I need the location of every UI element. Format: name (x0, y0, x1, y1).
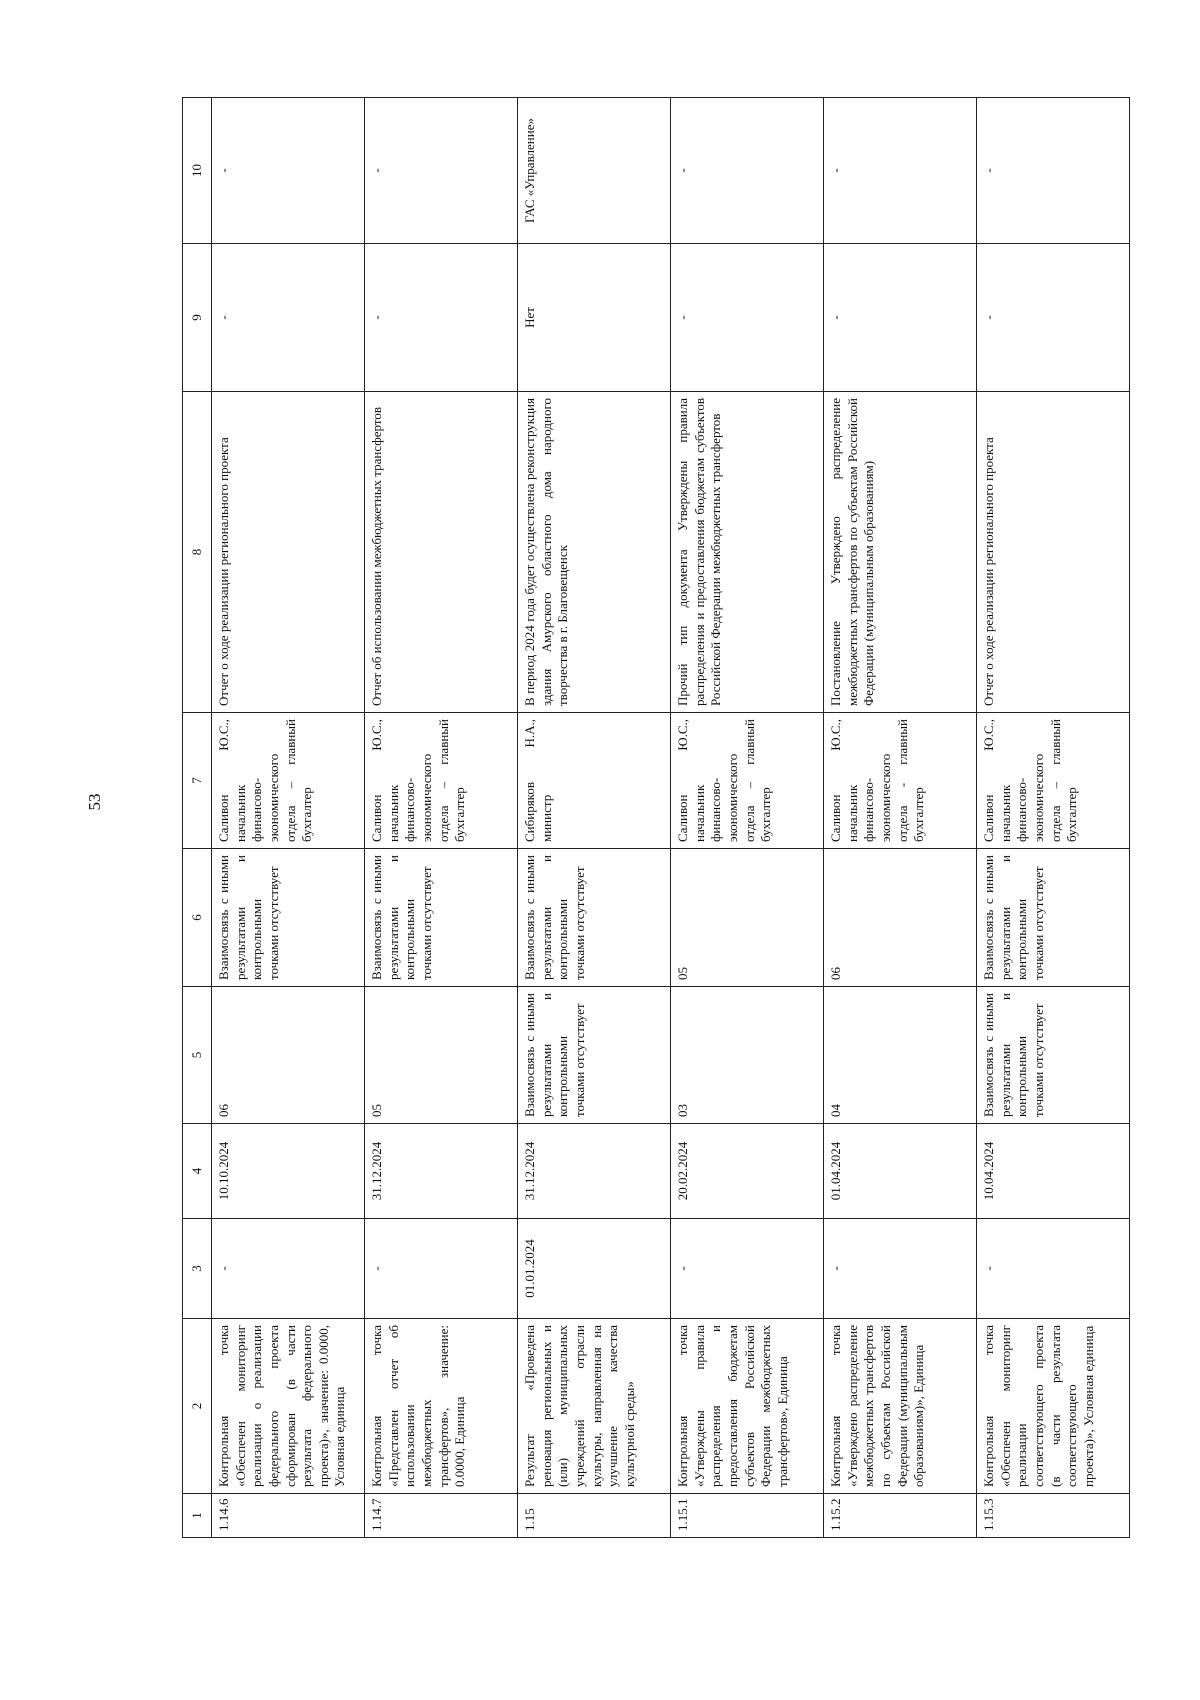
predecessor-cell: 03 (671, 987, 824, 1124)
column-9-cell: - (824, 244, 977, 392)
successor-cell: Взаимосвязь с иными результатами и контрольными точками отсутствует (365, 849, 518, 987)
result-name-cell: Контрольная точка «Представлен отчет об использовании межбюджетных трансфертов», значение: 0.0000, Единица (365, 1319, 518, 1494)
table-row (518, 98, 671, 1538)
column-number-row (183, 98, 212, 1538)
column-number: 10 (183, 98, 212, 244)
start-date-cell: 01.01.2024 (518, 1219, 671, 1319)
result-name-cell: Результат «Проведена реновация региональных и (или) муниципальных учреждений отрасли культуры, направленная на улучшение качества культурной среды» (518, 1319, 671, 1494)
end-date-cell: 01.04.2024 (824, 1124, 977, 1219)
document-cell: Отчет о ходе реализации регионального проекта (212, 392, 365, 713)
document-cell: Отчет об использовании межбюджетных трансфертов (365, 392, 518, 713)
column-number: 7 (183, 713, 212, 849)
table-row (671, 98, 824, 1538)
start-date-cell: - (977, 1219, 1130, 1319)
column-number: 2 (183, 1319, 212, 1494)
start-date-cell: - (212, 1219, 365, 1319)
row-number: 1.14.6 (212, 1494, 365, 1538)
page-number: 53 (85, 793, 104, 811)
information-system-cell: - (365, 98, 518, 244)
predecessor-cell: Взаимосвязь с иными результатами и контрольными точками отсутствует (977, 987, 1130, 1124)
column-9-cell: - (977, 244, 1130, 392)
predecessor-cell: 05 (365, 987, 518, 1124)
end-date-cell: 20.02.2024 (671, 1124, 824, 1219)
responsible-cell: Саливон Ю.С., начальник финансово-экономического отдела – главный бухгалтер (212, 713, 365, 849)
end-date-cell: 10.10.2024 (212, 1124, 365, 1219)
column-number: 3 (183, 1219, 212, 1319)
project-control-points-table (182, 97, 1130, 1538)
table-row (977, 98, 1130, 1538)
row-number: 1.14.7 (365, 1494, 518, 1538)
column-number: 1 (183, 1494, 212, 1538)
result-name-cell: Контрольная точка «Обеспечен мониторинг реализации о реализации федерального проекта сформирован (в части результата федерального проекта)», значение: 0.0000, Условная единица (212, 1319, 365, 1494)
information-system-cell: - (977, 98, 1130, 244)
responsible-cell: Саливон Ю.С., начальник финансово-экономического отдела – главный бухгалтер (977, 713, 1130, 849)
successor-cell: Взаимосвязь с иными результатами и контрольными точками отсутствует (518, 849, 671, 987)
row-number: 1.15 (518, 1494, 671, 1538)
table-row (212, 98, 365, 1538)
successor-cell: Взаимосвязь с иными результатами и контрольными точками отсутствует (977, 849, 1130, 987)
information-system-cell: - (212, 98, 365, 244)
information-system-cell: - (824, 98, 977, 244)
result-name-cell: Контрольная точка «Обеспечен мониторинг реализации соответствующего проекта (в части результата соответствующего проекта)», Условная единица (977, 1319, 1130, 1494)
predecessor-cell: 06 (212, 987, 365, 1124)
document-cell: В период 2024 года будет осуществлена реконструкция здания Амурского областного дома народного творчества в г. Благовещенск (518, 392, 671, 713)
end-date-cell: 31.12.2024 (518, 1124, 671, 1219)
column-9-cell: - (671, 244, 824, 392)
responsible-cell: Саливон Ю.С., начальник финансово-экономического отдела – главный бухгалтер (365, 713, 518, 849)
responsible-cell: Саливон Ю.С., начальник финансово-экономического отдела – главный бухгалтер (671, 713, 824, 849)
responsible-cell: Сибиряков Н.А., министр (518, 713, 671, 849)
start-date-cell: - (824, 1219, 977, 1319)
table-row (824, 98, 977, 1538)
column-9-cell: - (365, 244, 518, 392)
column-number: 6 (183, 849, 212, 987)
table-row (365, 98, 518, 1538)
information-system-cell: ГАС «Управление» (518, 98, 671, 244)
successor-cell: 05 (671, 849, 824, 987)
row-number: 1.15.3 (977, 1494, 1130, 1538)
successor-cell: 06 (824, 849, 977, 987)
document-cell: Отчет о ходе реализации регионального проекта (977, 392, 1130, 713)
column-number: 8 (183, 392, 212, 713)
column-9-cell: Нет (518, 244, 671, 392)
row-number: 1.15.1 (671, 1494, 824, 1538)
responsible-cell: Саливон Ю.С., начальник финансово-экономического отдела - главный бухгалтер (824, 713, 977, 849)
column-9-cell: - (212, 244, 365, 392)
document-cell: Постановление Утверждено распределение межбюджетных трансфертов по субъектам Российской Федерации (муниципальным образованиям) (824, 392, 977, 713)
end-date-cell: 10.04.2024 (977, 1124, 1130, 1219)
column-number: 5 (183, 987, 212, 1124)
result-name-cell: Контрольная точка «Утверждены правила распределения и предоставления бюджетам субъектов Российской Федерации межбюджетных трансфертов», Единица (671, 1319, 824, 1494)
information-system-cell: - (671, 98, 824, 244)
row-number: 1.15.2 (824, 1494, 977, 1538)
predecessor-cell: Взаимосвязь с иными результатами и контрольными точками отсутствует (518, 987, 671, 1124)
start-date-cell: - (671, 1219, 824, 1319)
successor-cell: Взаимосвязь с иными результатами и контрольными точками отсутствует (212, 849, 365, 987)
predecessor-cell: 04 (824, 987, 977, 1124)
result-name-cell: Контрольная точка «Утверждено распределение межбюджетных трансфертов по субъектам Российской Федерации (муниципальным образованиям)», Единица (824, 1319, 977, 1494)
start-date-cell: - (365, 1219, 518, 1319)
column-number: 9 (183, 244, 212, 392)
end-date-cell: 31.12.2024 (365, 1124, 518, 1219)
document-cell: Прочий тип документа Утверждены правила распределения и предоставления бюджетам субъектов Российской Федерации межбюджетных трансфертов (671, 392, 824, 713)
rotated-table-container (182, 98, 1102, 1538)
column-number: 4 (183, 1124, 212, 1219)
